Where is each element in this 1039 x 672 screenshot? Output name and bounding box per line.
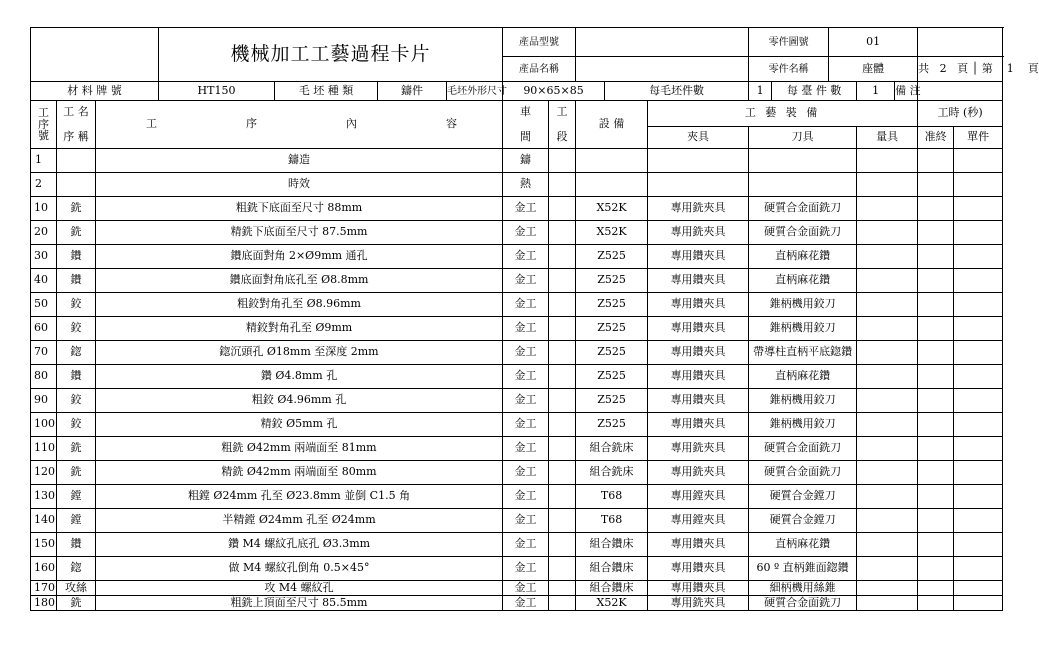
op-workshop: 熱 <box>503 173 549 197</box>
op-fixture: 專用鑽夾具 <box>648 293 749 317</box>
op-section <box>549 173 576 197</box>
op-workshop: 金工 <box>503 437 549 461</box>
op-workshop: 金工 <box>503 485 549 509</box>
op-name: 鍃 <box>57 557 96 581</box>
op-content: 粗銑下底面至尺寸 88mm <box>96 197 503 221</box>
op-unit-time <box>954 197 1003 221</box>
op-content: 精鉸 Ø5mm 孔 <box>96 413 503 437</box>
op-setup-time <box>918 581 954 596</box>
op-fixture: 專用鑽夾具 <box>648 317 749 341</box>
op-fixture: 專用鑽夾具 <box>648 245 749 269</box>
page-unit: 頁 <box>1027 61 1039 75</box>
part-name-label: 零件名稱 <box>749 57 829 82</box>
op-name: 銑 <box>57 437 96 461</box>
op-cutter: 硬質合金面銑刀 <box>749 461 857 485</box>
op-no: 10 <box>31 197 57 221</box>
total-label: 共 <box>918 61 930 75</box>
op-unit-time <box>954 533 1003 557</box>
table-row <box>31 365 1003 389</box>
col-time: 工時 (秒) <box>918 101 1003 127</box>
op-gauge <box>857 341 918 365</box>
op-setup-time <box>918 197 954 221</box>
table-row <box>31 596 1003 611</box>
op-section <box>549 557 576 581</box>
op-no: 170 <box>31 581 57 596</box>
op-gauge <box>857 173 918 197</box>
op-workshop: 金工 <box>503 413 549 437</box>
op-cutter: 60 º 直柄錐面鍃鑽 <box>749 557 857 581</box>
op-equipment: T68 <box>576 485 648 509</box>
op-gauge <box>857 461 918 485</box>
product-name-value <box>576 57 749 82</box>
op-unit-time <box>954 341 1003 365</box>
blank-size-value: 90×65×85 <box>503 82 605 101</box>
op-name: 鏜 <box>57 509 96 533</box>
op-cutter <box>749 173 857 197</box>
op-no: 130 <box>31 485 57 509</box>
op-equipment: T68 <box>576 509 648 533</box>
op-section <box>549 365 576 389</box>
part-drawing-label: 零件圖號 <box>749 28 829 57</box>
op-workshop: 金工 <box>503 221 549 245</box>
op-content: 鑽 Ø4.8mm 孔 <box>96 365 503 389</box>
table-row <box>31 245 1003 269</box>
col-unit-time: 單件 <box>954 127 1003 149</box>
col-op-name: 工 名 序 稱 <box>57 101 96 149</box>
op-workshop: 鑄 <box>503 149 549 173</box>
op-unit-time <box>954 437 1003 461</box>
op-setup-time <box>918 269 954 293</box>
op-fixture: 專用銑夾具 <box>648 596 749 611</box>
header-spare-cell <box>918 28 1003 57</box>
op-no: 40 <box>31 269 57 293</box>
table-row <box>31 485 1003 509</box>
col-cutter: 刀具 <box>749 127 857 149</box>
op-setup-time <box>918 461 954 485</box>
op-name: 銑 <box>57 221 96 245</box>
op-section <box>549 461 576 485</box>
op-equipment <box>576 173 648 197</box>
material-grade-label: 材 料 牌 號 <box>31 82 159 101</box>
op-gauge <box>857 413 918 437</box>
op-equipment <box>576 149 648 173</box>
op-no: 120 <box>31 461 57 485</box>
op-gauge <box>857 197 918 221</box>
op-unit-time <box>954 581 1003 596</box>
op-cutter: 直柄麻花鑽 <box>749 365 857 389</box>
col-tooling: 工 藝 裝 備 <box>648 101 918 127</box>
op-unit-time <box>954 413 1003 437</box>
op-fixture: 專用鑽夾具 <box>648 413 749 437</box>
op-gauge <box>857 533 918 557</box>
op-fixture: 專用鑽夾具 <box>648 269 749 293</box>
op-name: 鍃 <box>57 341 96 365</box>
op-section <box>549 317 576 341</box>
op-content: 精銑 Ø42mm 兩端面至 80mm <box>96 461 503 485</box>
op-equipment: X52K <box>576 596 648 611</box>
op-fixture: 專用鑽夾具 <box>648 581 749 596</box>
table-row <box>31 293 1003 317</box>
op-content: 鑄造 <box>96 149 503 173</box>
op-unit-time <box>954 221 1003 245</box>
op-fixture: 專用鑽夾具 <box>648 389 749 413</box>
op-workshop: 金工 <box>503 596 549 611</box>
op-section <box>549 197 576 221</box>
op-equipment: X52K <box>576 221 648 245</box>
col-setup-time: 准終 <box>918 127 954 149</box>
table-row <box>31 341 1003 365</box>
op-no: 60 <box>31 317 57 341</box>
op-unit-time <box>954 365 1003 389</box>
op-equipment: Z525 <box>576 413 648 437</box>
op-gauge <box>857 389 918 413</box>
part-drawing-value: 01 <box>829 28 918 57</box>
op-cutter: 直柄麻花鑽 <box>749 269 857 293</box>
page-label: 第 <box>981 61 993 75</box>
op-gauge <box>857 509 918 533</box>
op-cutter: 錐柄機用鉸刀 <box>749 413 857 437</box>
op-fixture: 專用銑夾具 <box>648 197 749 221</box>
op-unit-time <box>954 461 1003 485</box>
op-no: 70 <box>31 341 57 365</box>
op-workshop: 金工 <box>503 293 549 317</box>
op-name: 鑽 <box>57 245 96 269</box>
op-unit-time <box>954 245 1003 269</box>
op-name: 銑 <box>57 461 96 485</box>
op-unit-time <box>954 173 1003 197</box>
table-row <box>31 149 1003 173</box>
table-row <box>31 581 1003 596</box>
op-content: 精鉸對角孔至 Ø9mm <box>96 317 503 341</box>
op-cutter: 硬質合金面銑刀 <box>749 197 857 221</box>
operation-rows <box>31 149 1003 611</box>
op-unit-time <box>954 149 1003 173</box>
op-setup-time <box>918 389 954 413</box>
op-cutter: 硬質合金鏜刀 <box>749 509 857 533</box>
remark-value <box>918 82 1003 101</box>
op-unit-time <box>954 317 1003 341</box>
table-row <box>31 221 1003 245</box>
op-fixture <box>648 173 749 197</box>
op-unit-time <box>954 269 1003 293</box>
op-equipment: Z525 <box>576 269 648 293</box>
op-section <box>549 221 576 245</box>
op-content: 時效 <box>96 173 503 197</box>
op-equipment: 組合銑床 <box>576 461 648 485</box>
op-workshop: 金工 <box>503 389 549 413</box>
op-equipment: Z525 <box>576 293 648 317</box>
col-section: 工 段 <box>549 101 576 149</box>
op-gauge <box>857 317 918 341</box>
op-name <box>57 149 96 173</box>
op-setup-time <box>918 485 954 509</box>
op-gauge <box>857 149 918 173</box>
per-unit-label: 每 臺 件 數 <box>772 82 857 101</box>
op-fixture: 專用鑽夾具 <box>648 365 749 389</box>
per-blank-label: 每毛坯件數 <box>605 82 749 101</box>
op-cutter: 帶導柱直柄平底鍃鑽 <box>749 341 857 365</box>
op-no: 180 <box>31 596 57 611</box>
op-content: 粗鉸 Ø4.96mm 孔 <box>96 389 503 413</box>
op-equipment: X52K <box>576 197 648 221</box>
op-gauge <box>857 245 918 269</box>
op-equipment: Z525 <box>576 341 648 365</box>
op-no: 1 <box>31 149 57 173</box>
table-row <box>31 437 1003 461</box>
blank-type-label: 毛 坯 種 類 <box>275 82 378 101</box>
op-content: 攻 M4 螺紋孔 <box>96 581 503 596</box>
op-gauge <box>857 485 918 509</box>
op-cutter <box>749 149 857 173</box>
op-setup-time <box>918 245 954 269</box>
op-section <box>549 293 576 317</box>
product-name-label: 產品名稱 <box>503 57 576 82</box>
op-cutter: 硬質合金面銑刀 <box>749 596 857 611</box>
page-value: 1 <box>1006 61 1014 75</box>
op-gauge <box>857 581 918 596</box>
op-content: 鍃沉頭孔 Ø18mm 至深度 2mm <box>96 341 503 365</box>
blank-type-value: 鑄件 <box>378 82 447 101</box>
op-content: 粗鏜 Ø24mm 孔至 Ø23.8mm 並倒 C1.5 角 <box>96 485 503 509</box>
op-no: 80 <box>31 365 57 389</box>
table-row <box>31 461 1003 485</box>
op-setup-time <box>918 149 954 173</box>
op-setup-time <box>918 413 954 437</box>
op-equipment: 組合鑽床 <box>576 557 648 581</box>
col-gauge: 量具 <box>857 127 918 149</box>
op-workshop: 金工 <box>503 245 549 269</box>
op-workshop: 金工 <box>503 509 549 533</box>
table-row <box>31 173 1003 197</box>
op-section <box>549 533 576 557</box>
op-setup-time <box>918 533 954 557</box>
op-cutter: 細柄機用絲錐 <box>749 581 857 596</box>
op-fixture: 專用鑽夾具 <box>648 533 749 557</box>
op-equipment: Z525 <box>576 389 648 413</box>
op-equipment: 組合鑽床 <box>576 533 648 557</box>
op-content: 鑽 M4 螺紋孔底孔 Ø3.3mm <box>96 533 503 557</box>
op-name: 攻絲 <box>57 581 96 596</box>
op-cutter: 硬質合金面銑刀 <box>749 221 857 245</box>
process-card-table <box>30 27 1039 611</box>
op-gauge <box>857 596 918 611</box>
op-cutter: 錐柄機用鉸刀 <box>749 317 857 341</box>
op-setup-time <box>918 293 954 317</box>
op-name: 鉸 <box>57 413 96 437</box>
table-row <box>31 557 1003 581</box>
op-no: 140 <box>31 509 57 533</box>
col-op-no: 工 序 號 <box>31 101 57 149</box>
op-gauge <box>857 557 918 581</box>
op-name <box>57 173 96 197</box>
op-no: 150 <box>31 533 57 557</box>
op-name: 銑 <box>57 596 96 611</box>
op-cutter: 直柄麻花鑽 <box>749 245 857 269</box>
op-equipment: Z525 <box>576 365 648 389</box>
op-no: 20 <box>31 221 57 245</box>
op-workshop: 金工 <box>503 341 549 365</box>
table-row <box>31 509 1003 533</box>
op-fixture: 專用鑽夾具 <box>648 341 749 365</box>
col-equipment: 設 備 <box>576 101 648 149</box>
op-no: 100 <box>31 413 57 437</box>
op-fixture: 專用銑夾具 <box>648 437 749 461</box>
op-fixture: 專用銑夾具 <box>648 221 749 245</box>
op-name: 鉸 <box>57 317 96 341</box>
op-section <box>549 413 576 437</box>
op-content: 粗鉸對角孔至 Ø8.96mm <box>96 293 503 317</box>
op-unit-time <box>954 557 1003 581</box>
product-model-value <box>576 28 749 57</box>
op-cutter: 錐柄機用鉸刀 <box>749 293 857 317</box>
op-name: 鑽 <box>57 533 96 557</box>
op-section <box>549 269 576 293</box>
page-count: 共 2 頁 │ 第 1 頁 <box>918 57 1003 82</box>
part-name-value: 座體 <box>829 57 918 82</box>
material-grade-value: HT150 <box>159 82 275 101</box>
per-blank-value: 1 <box>749 82 772 101</box>
op-workshop: 金工 <box>503 533 549 557</box>
total-unit: 頁 <box>957 61 969 75</box>
op-workshop: 金工 <box>503 269 549 293</box>
op-section <box>549 341 576 365</box>
op-section <box>549 149 576 173</box>
op-gauge <box>857 437 918 461</box>
op-workshop: 金工 <box>503 365 549 389</box>
col-workshop: 車 間 <box>503 101 549 149</box>
op-equipment: Z525 <box>576 245 648 269</box>
op-content: 粗銑 Ø42mm 兩端面至 81mm <box>96 437 503 461</box>
op-name: 銑 <box>57 197 96 221</box>
op-no: 2 <box>31 173 57 197</box>
op-setup-time <box>918 365 954 389</box>
op-fixture: 專用鏜夾具 <box>648 485 749 509</box>
op-no: 30 <box>31 245 57 269</box>
op-content: 鑽底面對角 2×Ø9mm 通孔 <box>96 245 503 269</box>
op-fixture: 專用鑽夾具 <box>648 557 749 581</box>
op-name: 鉸 <box>57 389 96 413</box>
op-setup-time <box>918 557 954 581</box>
op-content: 半精鏜 Ø24mm 孔至 Ø24mm <box>96 509 503 533</box>
blank-corner <box>31 28 159 82</box>
remark-label: 備 注 <box>895 82 918 101</box>
op-content: 做 M4 螺紋孔倒角 0.5×45° <box>96 557 503 581</box>
table-row <box>31 533 1003 557</box>
op-cutter: 直柄麻花鑽 <box>749 533 857 557</box>
table-row <box>31 197 1003 221</box>
table-row <box>31 413 1003 437</box>
op-workshop: 金工 <box>503 461 549 485</box>
op-gauge <box>857 293 918 317</box>
op-no: 110 <box>31 437 57 461</box>
table-row <box>31 389 1003 413</box>
op-cutter: 硬質合金鏜刀 <box>749 485 857 509</box>
op-workshop: 金工 <box>503 581 549 596</box>
op-no: 90 <box>31 389 57 413</box>
op-name: 鑽 <box>57 269 96 293</box>
op-setup-time <box>918 437 954 461</box>
op-content: 精銑下底面至尺寸 87.5mm <box>96 221 503 245</box>
op-name: 鑽 <box>57 365 96 389</box>
col-content: 工 序 內 容 <box>96 101 503 149</box>
op-cutter: 錐柄機用鉸刀 <box>749 389 857 413</box>
op-equipment: 組合銑床 <box>576 437 648 461</box>
op-setup-time <box>918 221 954 245</box>
op-gauge <box>857 269 918 293</box>
op-section <box>549 581 576 596</box>
op-fixture <box>648 149 749 173</box>
op-section <box>549 389 576 413</box>
product-model-label: 產品型號 <box>503 28 576 57</box>
op-unit-time <box>954 509 1003 533</box>
op-gauge <box>857 221 918 245</box>
op-equipment: Z525 <box>576 317 648 341</box>
op-unit-time <box>954 293 1003 317</box>
op-section <box>549 509 576 533</box>
card-title: 機械加工工藝過程卡片 <box>159 28 503 82</box>
op-no: 50 <box>31 293 57 317</box>
op-unit-time <box>954 485 1003 509</box>
op-section <box>549 485 576 509</box>
op-equipment: 組合鑽床 <box>576 581 648 596</box>
op-name: 鏜 <box>57 485 96 509</box>
op-setup-time <box>918 173 954 197</box>
op-workshop: 金工 <box>503 557 549 581</box>
table-row <box>31 269 1003 293</box>
total-value: 2 <box>939 61 947 75</box>
op-setup-time <box>918 341 954 365</box>
table-row <box>31 317 1003 341</box>
op-no: 160 <box>31 557 57 581</box>
blank-size-label: 毛坯外形尺寸 <box>447 82 503 101</box>
col-fixture: 夾具 <box>648 127 749 149</box>
op-cutter: 硬質合金面銑刀 <box>749 437 857 461</box>
op-unit-time <box>954 389 1003 413</box>
op-workshop: 金工 <box>503 317 549 341</box>
op-workshop: 金工 <box>503 197 549 221</box>
per-unit-value: 1 <box>857 82 895 101</box>
op-unit-time <box>954 596 1003 611</box>
op-section <box>549 437 576 461</box>
op-fixture: 專用銑夾具 <box>648 461 749 485</box>
op-section <box>549 596 576 611</box>
op-content: 鑽底面對角底孔至 Ø8.8mm <box>96 269 503 293</box>
op-fixture: 專用鏜夾具 <box>648 509 749 533</box>
op-setup-time <box>918 596 954 611</box>
op-section <box>549 245 576 269</box>
op-name: 鉸 <box>57 293 96 317</box>
op-content: 粗銑上頂面至尺寸 85.5mm <box>96 596 503 611</box>
op-setup-time <box>918 317 954 341</box>
op-setup-time <box>918 509 954 533</box>
op-gauge <box>857 365 918 389</box>
